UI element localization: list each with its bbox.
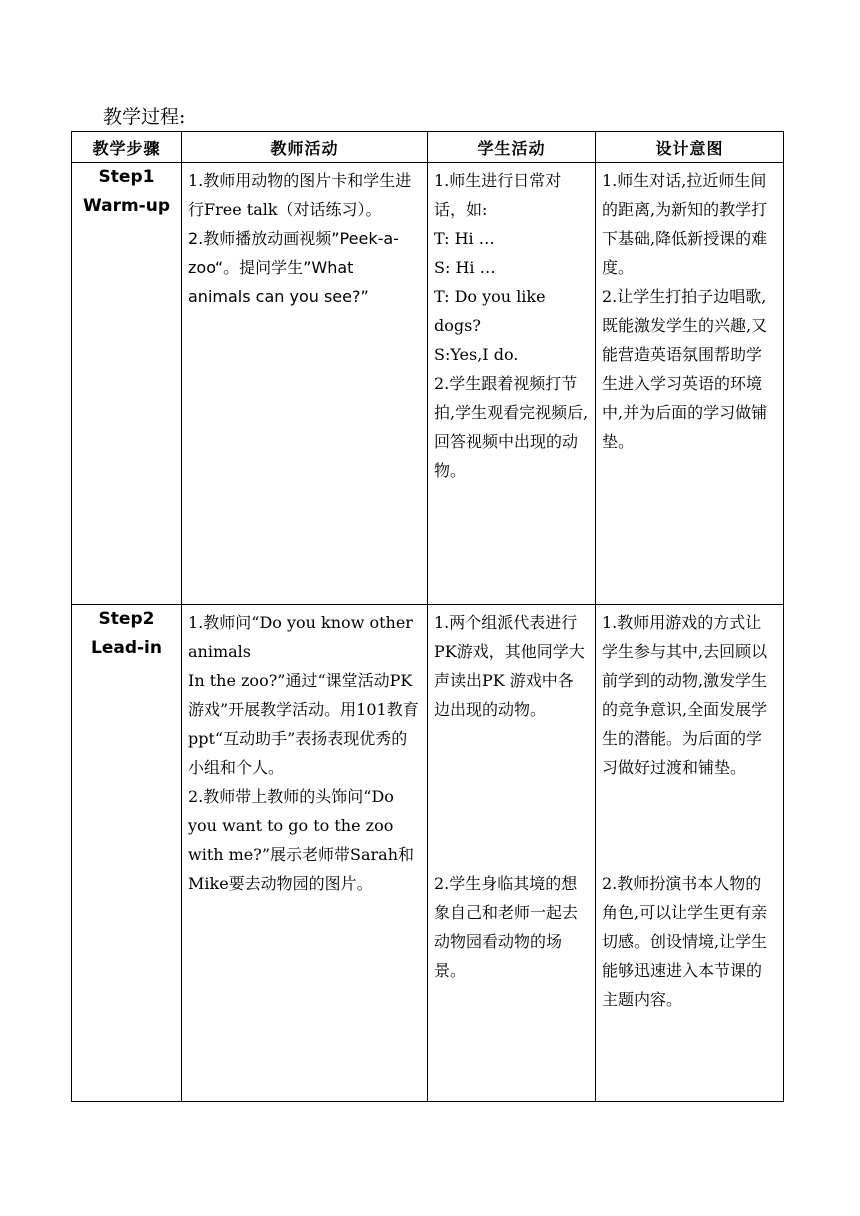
section-heading: 教学过程: — [103, 106, 186, 128]
step-title: Warm-up — [82, 196, 171, 216]
column-header-teacher: 教师活动 — [182, 132, 428, 163]
teacher-activity-item: 2.教师播放动画视频”Peek-a-zoo“。提问学生”What animals can you see?” — [188, 229, 399, 306]
design-intent-item: 2.让学生打拍子边唱歌,既能激发学生的兴趣,又能营造英语氛围帮助学生进入学习英语的环境中,并为后面的学习做铺垫。 — [602, 287, 768, 451]
student-activity-item: S: Hi … — [434, 258, 496, 277]
student-activity-item: 1.师生进行日常对话，如: — [434, 171, 562, 219]
column-header-design: 设计意图 — [596, 132, 784, 163]
column-header-student: 学生活动 — [428, 132, 596, 163]
teacher-activity-item: 1.教师用动物的图片卡和学生进行Free talk（对话练习）。 — [188, 171, 412, 219]
table-header-row — [72, 132, 784, 163]
student-activity-item: T: Hi … — [434, 229, 495, 248]
design-intent-item: 2.教师扮演书本人物的角色,可以让学生更有亲切感。创设情境,让学生能够迅速进入本节课的主题内容。 — [602, 874, 768, 1009]
teacher-activity-item: In the zoo?”通过“课堂活动PK游戏”开展教学活动。用101教育ppt“互动助手”表扬表现优秀的小组和个人。 — [188, 671, 419, 777]
step-cell — [72, 605, 182, 1102]
teacher-activity-cell — [182, 605, 428, 1102]
step-cell — [72, 163, 182, 605]
teacher-activity-cell — [182, 163, 428, 605]
step-number: Step2 — [98, 609, 155, 629]
student-activity-item: 2.学生跟着视频打节拍,学生观看完视频后,回答视频中出现的动物。 — [434, 374, 589, 480]
design-intent-cell — [596, 163, 784, 605]
teacher-activity-item: 2.教师带上教师的头饰问“Do you want to go to the zoo with me?”展示老师带Sarah和Mike要去动物园的图片。 — [188, 787, 415, 893]
design-intent-item: 1.教师用游戏的方式让学生参与其中,去回顾以前学到的动物,激发学生的竞争意识,全面发展学生的潜能。为后面的学习做好过渡和铺垫。 — [602, 613, 768, 777]
design-intent-item: 1.师生对话,拉近师生间的距离,为新知的教学打下基础,降低新授课的难度。 — [602, 171, 768, 277]
student-activity-item: S:Yes,I do. — [434, 345, 519, 364]
table-row — [72, 605, 784, 1102]
step-number: Step1 — [98, 167, 155, 187]
design-intent-cell — [596, 605, 784, 1102]
student-activity-item: 1.两个组派代表进行PK游戏，其他同学大声读出PK 游戏中各边出现的动物。 — [434, 613, 585, 719]
step-title: Lead-in — [91, 638, 162, 658]
column-header-step: 教学步骤 — [72, 132, 182, 163]
student-activity-item: 2.学生身临其境的想象自己和老师一起去动物园看动物的场景。 — [434, 874, 579, 980]
student-activity-cell — [428, 605, 596, 1102]
lesson-process-table — [71, 131, 784, 1102]
student-activity-cell — [428, 163, 596, 605]
teacher-activity-item: 1.教师问“Do you know other animals — [188, 613, 413, 661]
table-row — [72, 163, 784, 605]
student-activity-item: T: Do you like dogs? — [434, 287, 546, 335]
